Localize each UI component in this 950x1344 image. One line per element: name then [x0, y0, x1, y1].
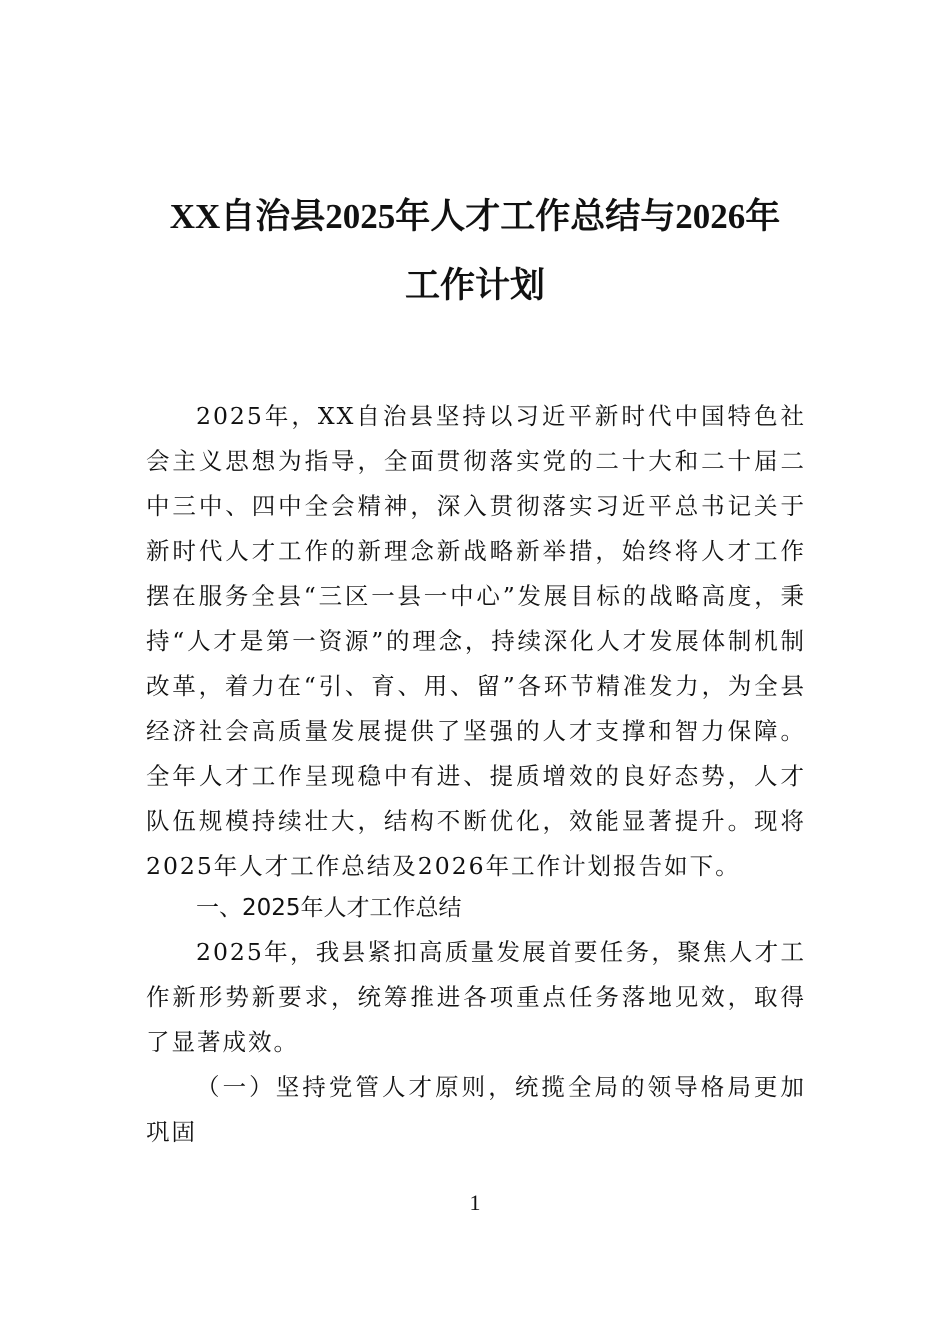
section-heading: 一、2025年人才工作总结: [196, 895, 462, 921]
document-title-line-2: 工作计划: [404, 266, 545, 305]
page-number: 1: [469, 1190, 481, 1215]
document-title-line-1: XX自治县2025年人才工作总结与2026年: [169, 197, 781, 236]
intro-paragraph: 2025年，XX自治县坚持以习近平新时代中国特色社会主义思想为指导，全面贯彻落实党的二十大和二十届二中三中、四中全会精神，深入贯彻落实习近平总书记关于新时代人才工作的新理念新战略新举措，始终将人才工作摆在服务全县“三区一县一中心”发展目标的战略高度，秉持“人才是第一资源”的理念，持续深化人才发展体制机制改革，着力在“引、育、用、留”各环节精准发力，为全县经济社会高质量发展提供了坚强的人才支撑和智力保障。全年人才工作呈现稳中有进、提质增效的良好态势，人才队伍规模持续壮大，结构不断优化，效能显著提升。现将2025年人才工作总结及2026年工作计划报告如下。: [146, 402, 806, 880]
subsection-heading: （一）坚持党管人才原则，统揽全局的领导格局更加巩固: [146, 1073, 806, 1146]
section-paragraph: 2025年，我县紧扣高质量发展首要任务，聚焦人才工作新形势新要求，统筹推进各项重点任务落地见效，取得了显著成效。: [146, 938, 806, 1056]
